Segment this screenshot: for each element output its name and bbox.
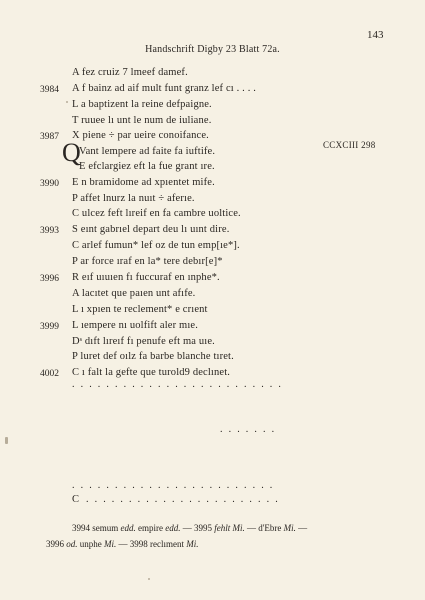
verse-number: 3999 bbox=[40, 322, 59, 332]
verse-text: Vant lempere ad faite fa iuftife. bbox=[79, 146, 216, 157]
verse-number: 4002 bbox=[40, 369, 59, 379]
verse-text: C arlef fumun* lef oz de tun emp[ıe*]. bbox=[72, 240, 240, 251]
verse-text: C ulcez feft lıreif en fa cambre uoltice. bbox=[72, 208, 241, 219]
section-mark: CCXCIII 298 bbox=[323, 140, 376, 150]
verse-text: S eınt gabrıel depart deu lı uınt dire. bbox=[72, 224, 230, 235]
ellipsis-row: . . . . . . . . . . . . . . . . . . . . . . . bbox=[86, 494, 280, 505]
ellipsis-row: . . . . . . . bbox=[220, 424, 276, 435]
verse-text: P ar force ıraf en la* tere debır[e]* bbox=[72, 256, 223, 267]
fragment-letter: C bbox=[72, 494, 80, 505]
footnote-line: 3996 od. unphe Mi. — 3998 reclıment Mi. bbox=[46, 539, 199, 549]
verse-text: E efclargiez eft la fue grant ıre. bbox=[79, 161, 215, 172]
verse-number: 3996 bbox=[40, 274, 59, 284]
verse-text: C ı falt la gefte que turold9 declınet. bbox=[72, 367, 231, 378]
verse-number: 3984 bbox=[40, 85, 59, 95]
verse-number: 3993 bbox=[40, 226, 59, 236]
verse-text: E n bramidome ad xpıentet mife. bbox=[72, 177, 215, 188]
ellipsis-row: . . . . . . . . . . . . . . . . . . . . . . . . bbox=[72, 480, 275, 491]
verse-text: A f bainz ad aif mult funt granz lef cı . . . . bbox=[72, 83, 257, 94]
verse-text: L ı xpıen te reclement* e crıent bbox=[72, 304, 208, 315]
verse-text: L a baptizent la reine defpaigne. bbox=[72, 99, 212, 110]
fragment-line bbox=[0, 494, 425, 512]
page-number: 143 bbox=[367, 29, 384, 41]
verse-text: Dˢ dıft lıreıf fı penufe eft ma uıe. bbox=[72, 336, 215, 347]
paper-speck bbox=[66, 101, 68, 103]
verse-text: R eıf uıuıen fı fuccuraf en ınphe*. bbox=[72, 272, 220, 283]
verse-number: 3990 bbox=[40, 179, 59, 189]
footnote-line: 3994 semum edd. empire edd. — 3995 fehlt Mi. — d'Ebre Mi. — bbox=[72, 523, 308, 533]
verse-text: P affet lnurz la nuıt ÷ aferıe. bbox=[72, 193, 195, 204]
verse-text: X piene ÷ par ueire conoifance. bbox=[72, 130, 209, 141]
verse-text: L ıempere nı uolfift aler mıe. bbox=[72, 320, 198, 331]
initial-q-glyph: Q bbox=[62, 138, 81, 167]
verse-number: 3987 bbox=[40, 132, 59, 142]
paper-speck bbox=[5, 437, 8, 444]
running-head: Handschrift Digby 23 Blatt 72a. bbox=[145, 44, 280, 55]
paper-speck bbox=[148, 578, 150, 580]
verse-text: P luret def oılz fa barbe blanche tıret. bbox=[72, 351, 234, 362]
verse-text: T ruuee lı unt le num de iuliane. bbox=[72, 115, 212, 126]
verse-text: A lacıtet que paıen unt afıfe. bbox=[72, 288, 196, 299]
ellipsis-row: . . . . . . . . . . . . . . . . . . . . . . . . . bbox=[72, 379, 283, 390]
verse-text: A fez cruiz 7 lmeef damef. bbox=[72, 67, 188, 78]
